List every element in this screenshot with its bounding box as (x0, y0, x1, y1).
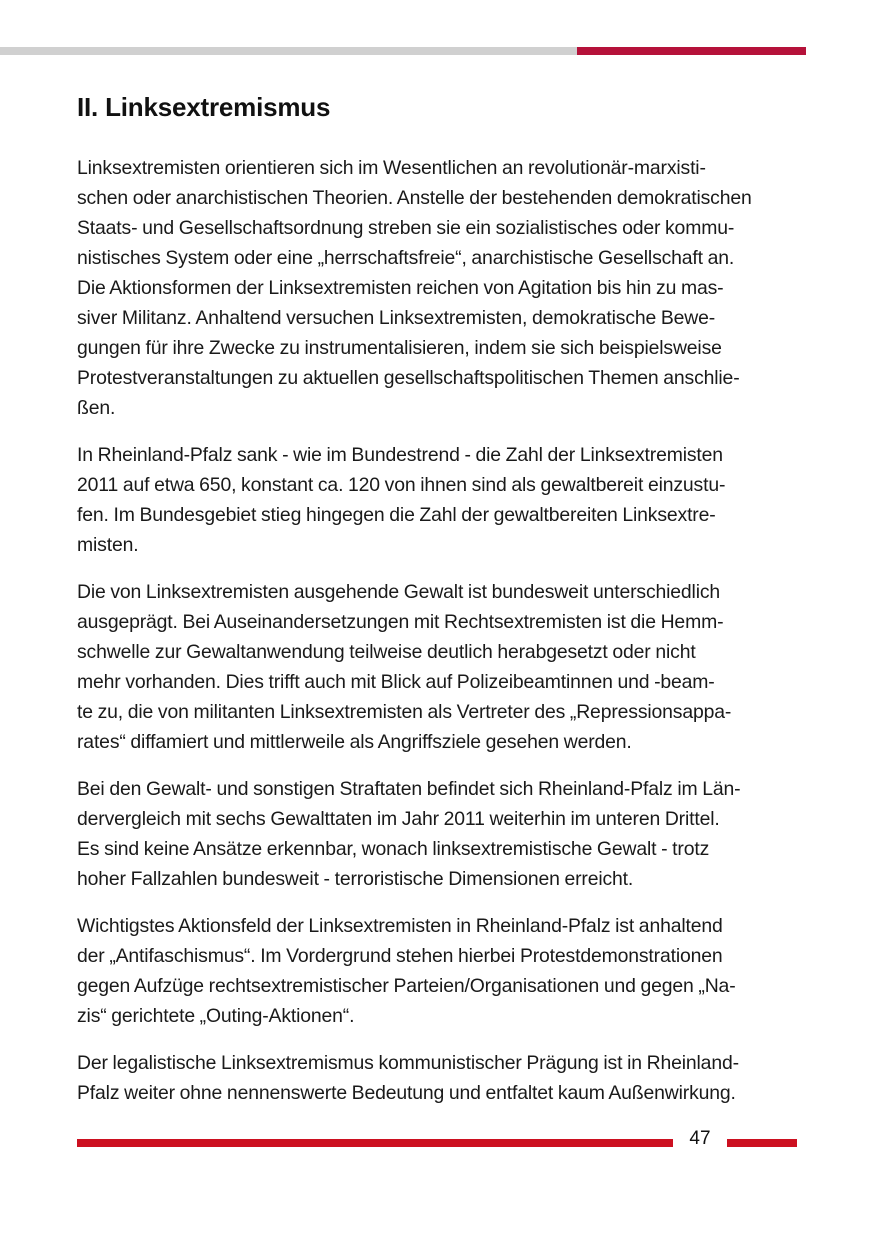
text-line: ßen. (77, 397, 116, 419)
text-line: mehr vorhanden. Dies trifft auch mit Blick auf Polizeibeamtinnen und -beam- (77, 671, 715, 693)
text-line: dervergleich mit sechs Gewalttaten im Jahr 2011 weiterhin im unteren Drittel. (77, 808, 720, 830)
text-line: schen oder anarchistischen Theorien. Anstelle der bestehenden demokratischen (77, 187, 752, 209)
text-line: Wichtigstes Aktionsfeld der Linksextremisten in Rheinland-Pfalz ist anhaltend (77, 915, 723, 937)
header-divider-grey (0, 47, 577, 55)
text-line: ausgeprägt. Bei Auseinandersetzungen mit Rechtsextremisten ist die Hemm- (77, 611, 724, 633)
paragraph (77, 440, 799, 560)
text-line: hoher Fallzahlen bundesweit - terroristische Dimensionen erreicht. (77, 868, 634, 890)
text-line: gungen für ihre Zwecke zu instrumentalisieren, indem sie sich beispielsweise (77, 337, 722, 359)
text-line: rates“ diffamiert und mittlerweile als Angriffsziele gesehen werden. (77, 731, 632, 753)
paragraph (77, 153, 799, 423)
text-line: In Rheinland-Pfalz sank - wie im Bundestrend - die Zahl der Linksextremisten (77, 444, 723, 466)
text-line: Linksextremisten orientieren sich im Wesentlichen an revolutionär-marxisti- (77, 157, 706, 179)
paragraph (77, 774, 799, 894)
text-line: misten. (77, 534, 139, 556)
text-line: Staats- und Gesellschaftsordnung streben sie ein sozialistisches oder kommu- (77, 217, 735, 239)
footer-divider-right (727, 1139, 797, 1147)
text-line: siver Militanz. Anhaltend versuchen Linksextremisten, demokratische Bewe- (77, 307, 716, 329)
body-text (77, 153, 799, 1125)
paragraph (77, 577, 799, 757)
text-line: Pfalz weiter ohne nennenswerte Bedeutung und entfaltet kaum Außenwirkung. (77, 1082, 736, 1104)
text-line: Der legalistische Linksextremismus kommunistischer Prägung ist in Rheinland- (77, 1052, 739, 1074)
footer-divider-left (77, 1139, 673, 1147)
text-line: Die Aktionsformen der Linksextremisten reichen von Agitation bis hin zu mas- (77, 277, 724, 299)
text-line: fen. Im Bundesgebiet stieg hingegen die Zahl der gewaltbereiten Linksextre- (77, 504, 716, 526)
paragraph (77, 1048, 799, 1108)
paragraph (77, 911, 799, 1031)
page-title: II. Linksextremismus (77, 92, 331, 122)
text-line: Bei den Gewalt- und sonstigen Straftaten befindet sich Rheinland-Pfalz im Län- (77, 778, 741, 800)
page-number: 47 (689, 1128, 711, 1149)
text-line: zis“ gerichtete „Outing-Aktionen“. (77, 1005, 355, 1027)
text-line: gegen Aufzüge rechtsextremistischer Parteien/Organisationen und gegen „Na- (77, 975, 736, 997)
text-line: Es sind keine Ansätze erkennbar, wonach linksextremistische Gewalt - trotz (77, 838, 710, 860)
text-line: 2011 auf etwa 650, konstant ca. 120 von ihnen sind als gewaltbereit einzustu- (77, 474, 726, 496)
text-line: nistisches System oder eine „herrschaftsfreie“, anarchistische Gesellschaft an. (77, 247, 735, 269)
text-line: te zu, die von militanten Linksextremisten als Vertreter des „Repressionsappa- (77, 701, 732, 723)
header-divider-red (577, 47, 806, 55)
text-line: Protestveranstaltungen zu aktuellen gesellschaftspolitischen Themen anschlie- (77, 367, 740, 389)
text-line: der „Antifaschismus“. Im Vordergrund stehen hierbei Protestdemonstrationen (77, 945, 723, 967)
text-line: Die von Linksextremisten ausgehende Gewalt ist bundesweit unterschiedlich (77, 581, 721, 603)
text-line: schwelle zur Gewaltanwendung teilweise deutlich herabgesetzt oder nicht (77, 641, 696, 663)
